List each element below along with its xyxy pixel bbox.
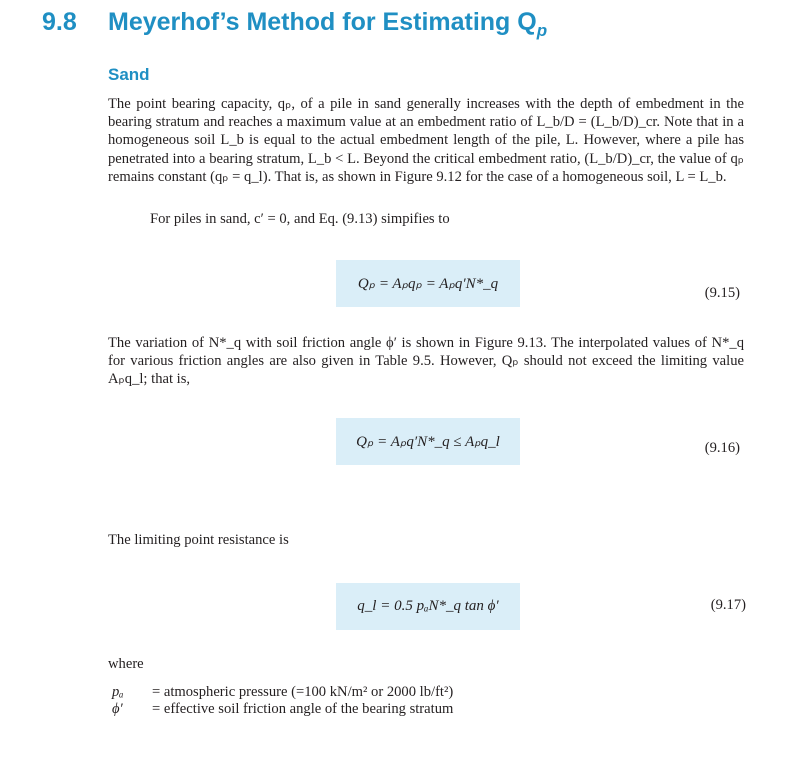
equation-box-9-15 — [336, 260, 520, 307]
definition-symbol: pₐ — [112, 684, 124, 700]
equation-9-16-expression: Qₚ = Aₚq′N*_q ≤ Aₚq_l — [356, 434, 500, 450]
paragraph-sand-simplification: For piles in sand, c′ = 0, and Eq. (9.13) simpifies to — [150, 211, 450, 227]
equation-number-9-15: (9.15) — [704, 285, 740, 301]
equation-number-9-17: (9.17) — [710, 597, 746, 613]
section-title: Meyerhof’s Method for Estimating Q — [108, 8, 537, 36]
equation-number-9-16: (9.16) — [704, 440, 740, 456]
equation-box-9-16 — [336, 418, 520, 465]
equation-box-9-17 — [336, 583, 520, 630]
section-number: 9.8 — [42, 8, 77, 36]
paragraph-limiting-resistance: The limiting point resistance is — [108, 532, 289, 548]
section-heading — [42, 8, 548, 40]
definition-text: = effective soil friction angle of the bearing stratum — [152, 701, 454, 717]
equation-9-15-expression: Qₚ = Aₚqₚ = Aₚq′N*_q — [357, 276, 499, 292]
definition-friction-angle — [112, 701, 453, 718]
definition-list — [112, 684, 453, 718]
definition-text: = atmospheric pressure (=100 kN/m² or 2000 lb/ft²) — [152, 684, 454, 700]
definition-atmospheric-pressure — [112, 684, 453, 701]
section-title-subscript: p — [536, 21, 548, 40]
paragraph-point-bearing: The point bearing capacity, qₚ, of a pile in sand generally increases with the depth of embedment in the bearing stratum and reaches a maximum value at an embedment ratio of L_b/D = (L_b/D)_cr. Note that in a homogeneous soil L_b is equal to the actual embedment length of the pile, L. However, where a pile has penetrated into a bearing stratum, L_b < L. Beyond the critical embedment ratio, (L_b/D)_cr, the value of qₚ remains constant (qₚ = q_l). That is, as shown in Figure 9.12 for the case of a homogeneous soil, L = L_b. — [108, 96, 744, 185]
paragraph-where: where — [108, 656, 144, 672]
subsection-title: Sand — [108, 65, 150, 84]
equation-9-17-expression: q_l = 0.5 pₐN*_q tan ϕ′ — [357, 598, 499, 614]
paragraph-nq-variation: The variation of N*_q with soil friction angle ϕ′ is shown in Figure 9.13. The interpolated values of N*_q for various friction angles are also given in Table 9.5. However, Qₚ should not exceed the limiting value Aₚq_l; that is, — [108, 335, 744, 388]
definition-symbol: ϕ′ — [112, 701, 123, 717]
